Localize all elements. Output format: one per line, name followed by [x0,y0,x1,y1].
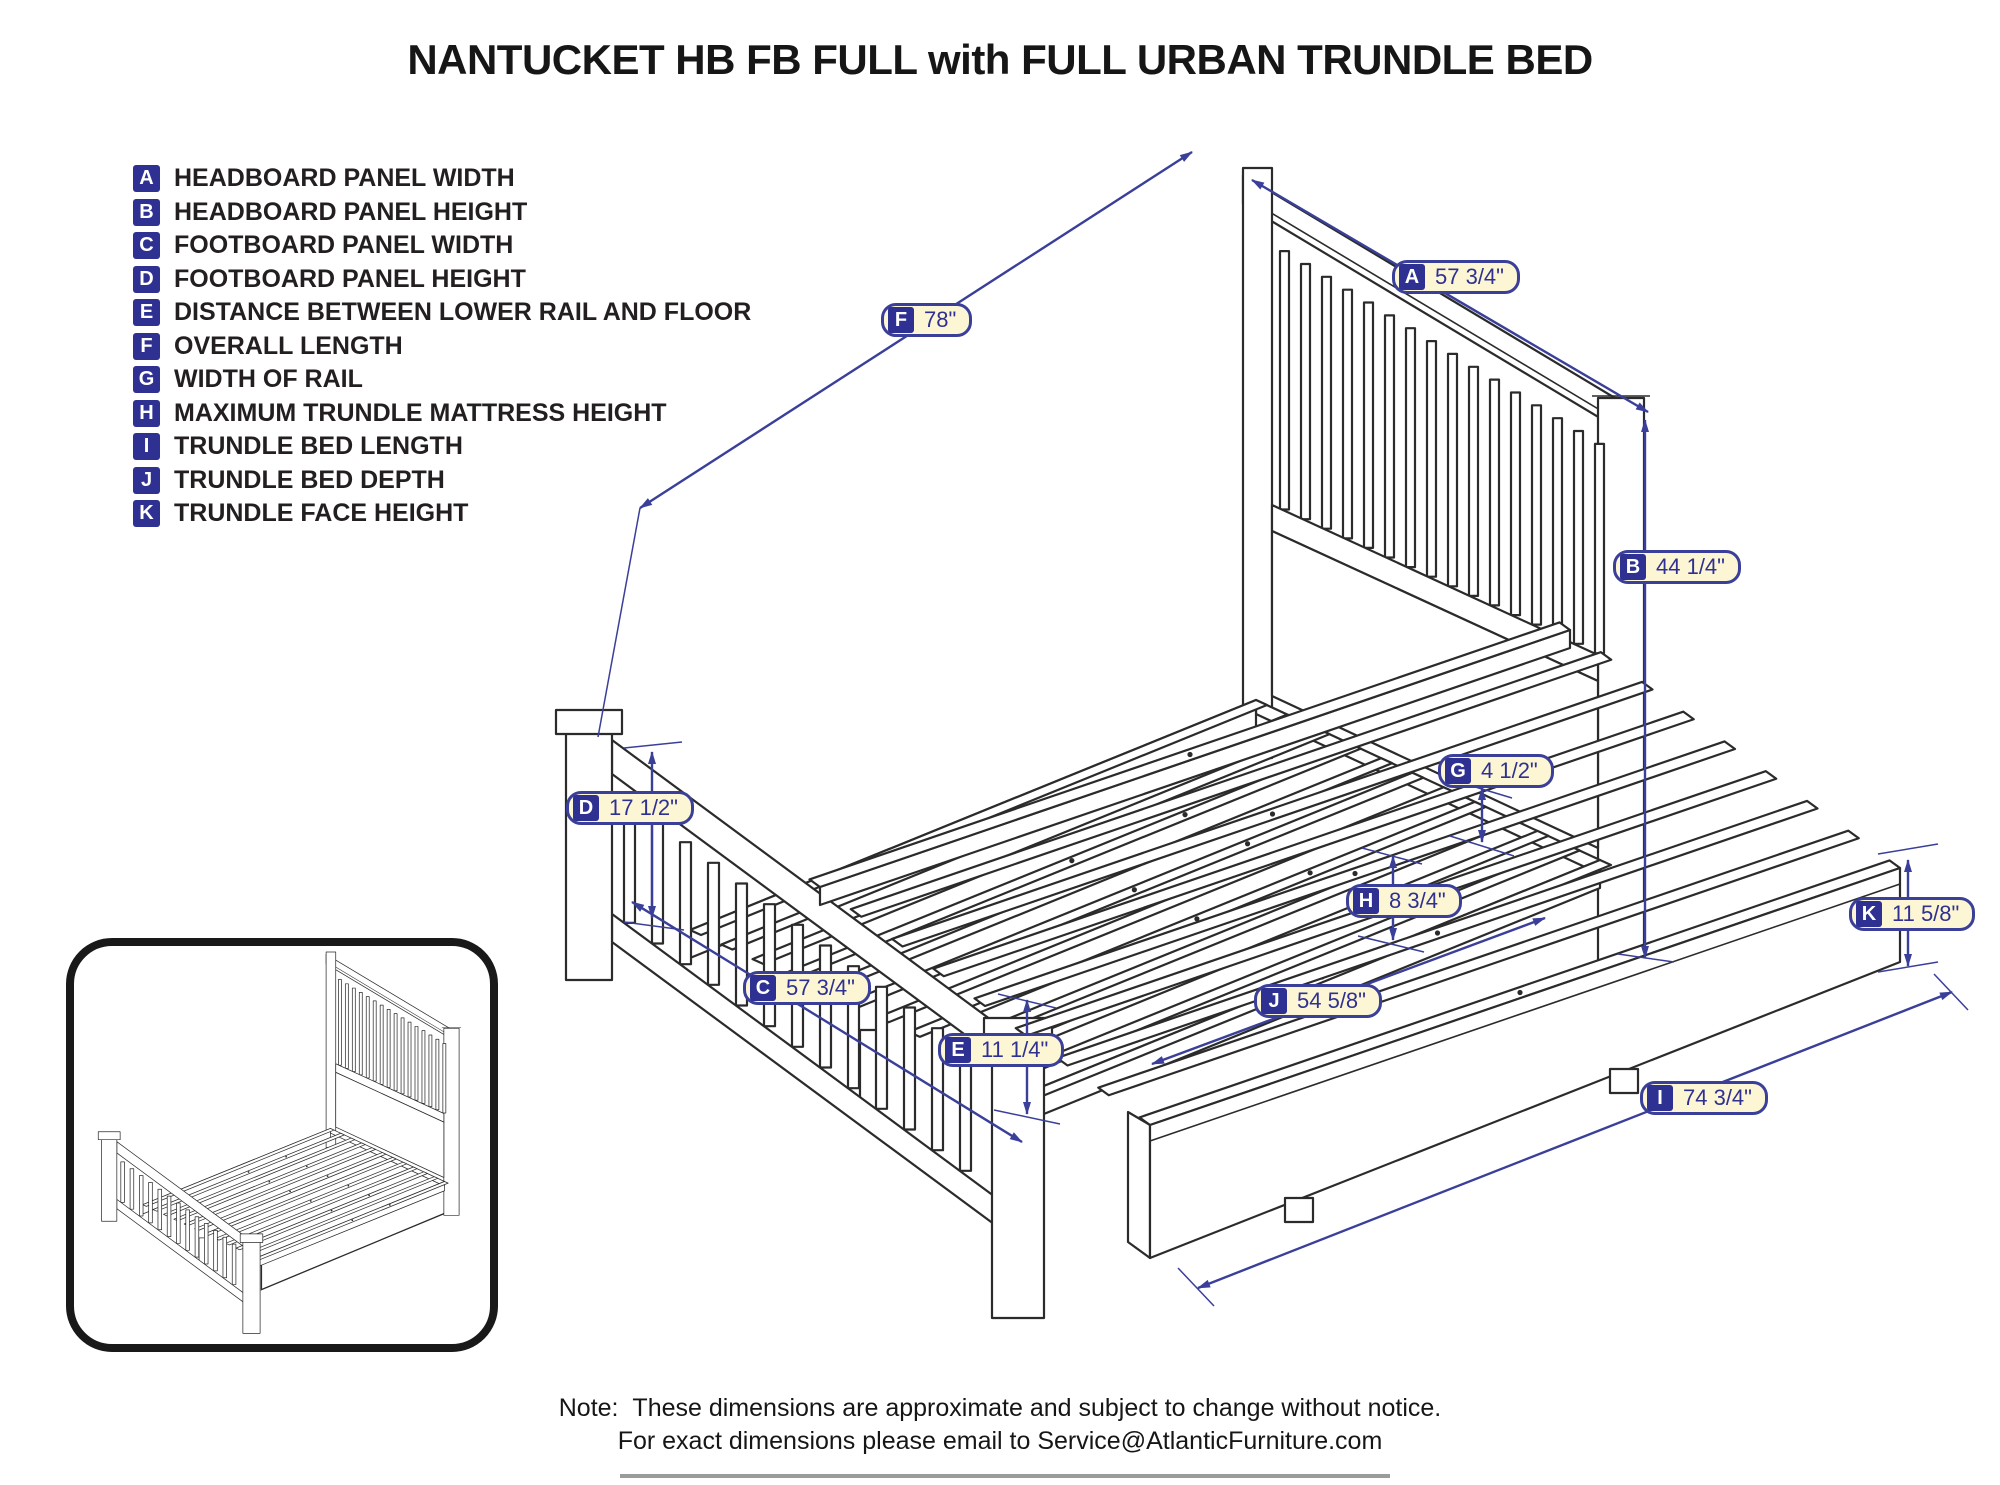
dimension-label [743,971,871,1005]
legend-letter-badge: K [133,500,160,527]
legend-label: HEADBOARD PANEL WIDTH [174,164,515,193]
dimension-value: 4 1/2" [1481,758,1538,783]
note-label: Note: [558,1394,619,1422]
dimension-letter-badge: A [1399,264,1425,290]
dimension-value: 11 5/8" [1892,901,1960,926]
dimension-letter-badge: E [945,1037,971,1063]
legend-label: WIDTH OF RAIL [174,365,363,394]
dimension-label [1613,550,1741,584]
footer-note-line2 [0,1425,2000,1458]
dimension-value: 8 3/4" [1389,888,1446,913]
dimension-label [1640,1081,1768,1115]
dimension-letter-badge: J [1261,988,1287,1014]
dimension-label [1254,984,1382,1018]
legend-letter-badge: J [133,467,160,494]
dimension-value: 57 3/4" [1435,264,1504,289]
dimension-letter-badge: I [1647,1085,1673,1111]
dimension-letter-badge: K [1856,901,1882,927]
legend-label: DISTANCE BETWEEN LOWER RAIL AND FLOOR [174,298,752,327]
dimension-value: 54 5/8" [1297,988,1366,1013]
inset-thumbnail [66,938,498,1352]
legend-letter-badge: G [133,366,160,393]
footer-note-line1 [0,1392,2000,1425]
legend-label: FOOTBOARD PANEL HEIGHT [174,264,526,293]
dimension-value: 74 3/4" [1683,1085,1752,1110]
dimension-value: 78" [924,307,957,332]
legend-letter-badge: E [133,299,160,326]
dimension-label [881,303,972,337]
inset-bed [98,952,461,1333]
dimension-label [1849,897,1975,931]
note-text-1: These dimensions are approximate and subject to change without notice. [632,1394,1442,1422]
dimension-letter-badge: D [573,795,599,821]
dimension-label [1346,884,1462,918]
legend-letter-badge: F [133,333,160,360]
dimension-letter-badge: F [888,307,914,333]
legend-letter-badge: D [133,266,160,293]
dimension-label [566,791,694,825]
legend-label: TRUNDLE BED LENGTH [174,432,463,461]
dimension-label [1438,754,1554,788]
bottom-divider-line [620,1474,1390,1478]
dimension-value: 11 1/4" [981,1037,1049,1062]
legend-label: MAXIMUM TRUNDLE MATTRESS HEIGHT [174,398,667,427]
dimension-letter-badge: H [1353,888,1379,914]
dimension-label [1392,260,1520,294]
dimension-value: 17 1/2" [609,795,678,820]
legend-letter-badge: C [133,232,160,259]
page-title: NANTUCKET HB FB FULL with FULL URBAN TRUNDLE BED [407,36,1593,83]
footer-note [0,1392,2000,1458]
legend-label: OVERALL LENGTH [174,331,403,360]
legend-label: TRUNDLE BED DEPTH [174,465,445,494]
note-text-2: For exact dimensions please email to Service@AtlanticFurniture.com [617,1427,1383,1455]
legend-letter-badge: A [133,165,160,192]
legend-label: FOOTBOARD PANEL WIDTH [174,231,514,260]
dimension-letter-badge: G [1445,758,1471,784]
dimension-letter-badge: C [750,975,776,1001]
legend-letter-badge: I [133,433,160,460]
dimension-value: 57 3/4" [786,975,855,1000]
legend-letter-badge: H [133,400,160,427]
dimension-value: 44 1/4" [1656,554,1725,579]
legend-label: TRUNDLE FACE HEIGHT [174,499,469,528]
dimension-label [938,1033,1064,1067]
dimension-letter-badge: B [1620,554,1646,580]
legend-label: HEADBOARD PANEL HEIGHT [174,197,528,226]
legend-letter-badge: B [133,199,160,226]
